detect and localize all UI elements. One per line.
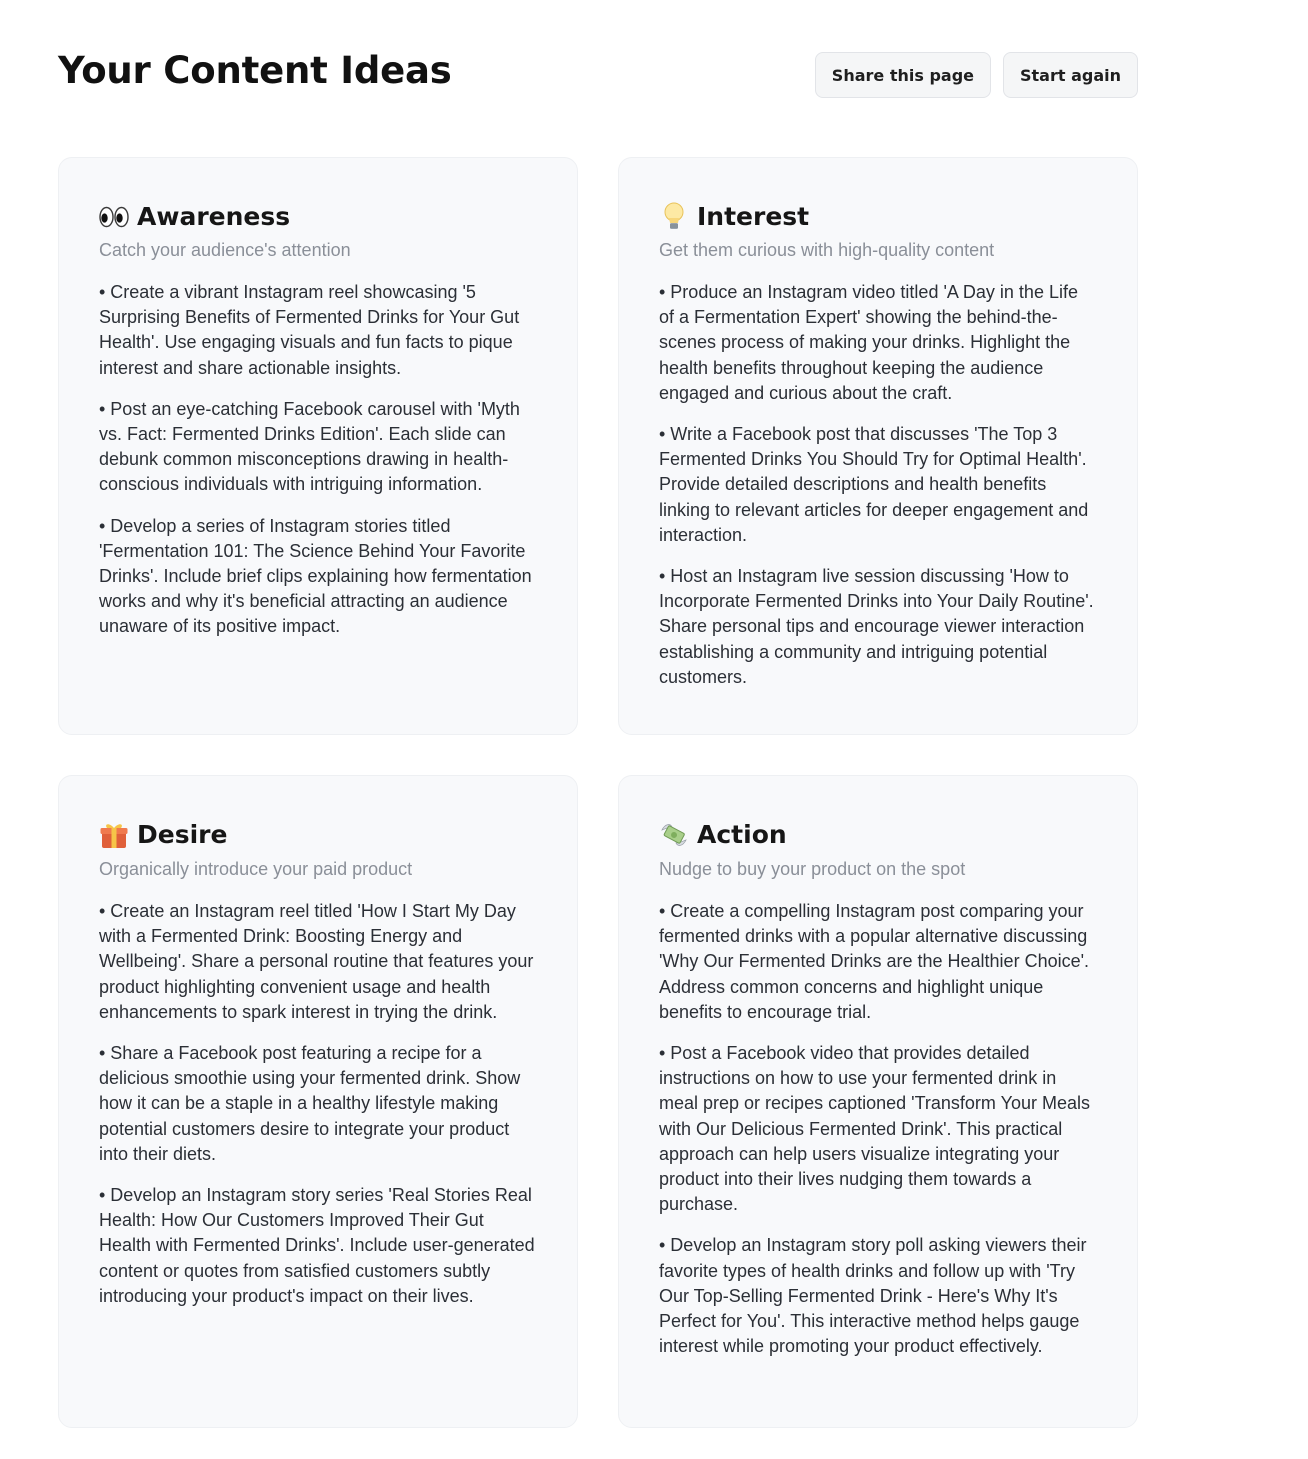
eyes-icon xyxy=(99,200,129,234)
idea-item: • Create a compelling Instagram post comparing your fermented drinks with a popular alternative discussing 'Why Our Fermented Drinks are the Healthier Choice'. Address common concerns and highlight unique benefits to encourage trial. xyxy=(659,901,1090,1022)
money-with-wings-icon xyxy=(659,818,689,852)
idea-item: • Post a Facebook video that provides detailed instructions on how to use your fermented drink in meal prep or recipes captioned 'Transform Your Meals with Our Delicious Fermented Drink'. This practical approach can help users visualize integrating your product into their lives nudging them towards a purchase. xyxy=(659,1043,1090,1215)
idea-item: • Create a vibrant Instagram reel showcasing '5 Surprising Benefits of Fermented Drinks for Your Gut Health'. Use engaging visuals and fun facts to pique interest and share actionable insights. xyxy=(99,282,520,378)
idea-item: • Create an Instagram reel titled 'How I Start My Day with a Fermented Drink: Boosting Energy and Wellbeing'. Share a personal routine that features your product highlighting convenient usage and health enhancements to spark interest in trying the drink. xyxy=(99,901,534,1022)
header-actions xyxy=(815,52,1138,98)
idea-item: • Share a Facebook post featuring a recipe for a delicious smoothie using your fermented drink. Show how it can be a staple in a healthy lifestyle making potential customers desire to integrate your product into their diets. xyxy=(99,1043,521,1164)
idea-item: • Develop a series of Instagram stories titled 'Fermentation 101: The Science Behind Your Favorite Drinks'. Include brief clips explaining how fermentation works and why it's beneficial attracting an audience unaware of its positive impact. xyxy=(99,515,532,637)
card-header xyxy=(99,816,537,854)
card-subtitle: Organically introduce your paid product xyxy=(99,859,413,879)
idea-item: • Host an Instagram live session discussing 'How to Incorporate Fermented Drinks into Your Daily Routine'. Share personal tips and encourage viewer interaction establishing a community and intriguing potential customers. xyxy=(659,566,1094,687)
card-title: Desire xyxy=(137,820,228,849)
page-title: Your Content Ideas xyxy=(58,49,452,92)
card-header xyxy=(659,198,1097,236)
desire-card xyxy=(58,775,578,1428)
start-again-button[interactable]: Start again xyxy=(1003,52,1138,98)
interest-card xyxy=(618,157,1138,735)
idea-item: • Write a Facebook post that discusses 'The Top 3 Fermented Drinks You Should Try for Optimal Health'. Provide detailed descriptions and health benefits linking to relevant articles for deeper engagement and interaction. xyxy=(659,424,1089,545)
card-title: Interest xyxy=(697,202,810,231)
card-header xyxy=(659,816,1097,854)
idea-item: • Develop an Instagram story poll asking viewers their favorite types of health drinks and follow up with 'Try Our Top-Selling Fermented Drink - Here's Why It's Perfect for You'. This interactive method helps gauge interest while promoting your product effectively. xyxy=(659,1235,1087,1357)
action-card xyxy=(618,775,1138,1428)
gift-icon xyxy=(99,818,129,852)
card-title: Action xyxy=(697,820,787,849)
card-title: Awareness xyxy=(137,202,291,231)
idea-item: • Post an eye-catching Facebook carousel with 'Myth vs. Fact: Fermented Drinks Edition'. Each slide can debunk common misconceptions drawing in health-conscious individuals with intriguing information. xyxy=(99,398,520,495)
idea-item: • Develop an Instagram story series 'Real Stories Real Health: How Our Customers Improved Their Gut Health with Fermented Drinks'. Include user-generated content or quotes from satisfied customers subtly introducing your product's impact on their lives. xyxy=(99,1185,535,1306)
card-subtitle: Nudge to buy your product on the spot xyxy=(659,859,966,879)
card-subtitle: Catch your audience's attention xyxy=(99,240,351,260)
idea-item: • Produce an Instagram video titled 'A Day in the Life of a Fermentation Expert' showing the behind-the-scenes process of making your drinks. Highlight the health benefits throughout keeping the audience engaged and curious about the craft. xyxy=(659,282,1078,403)
awareness-card xyxy=(58,157,578,735)
card-header xyxy=(99,198,537,236)
page-header xyxy=(58,48,1138,100)
light-bulb-icon xyxy=(659,200,689,234)
card-subtitle: Get them curious with high-quality content xyxy=(659,240,995,260)
share-page-button[interactable]: Share this page xyxy=(815,52,991,98)
